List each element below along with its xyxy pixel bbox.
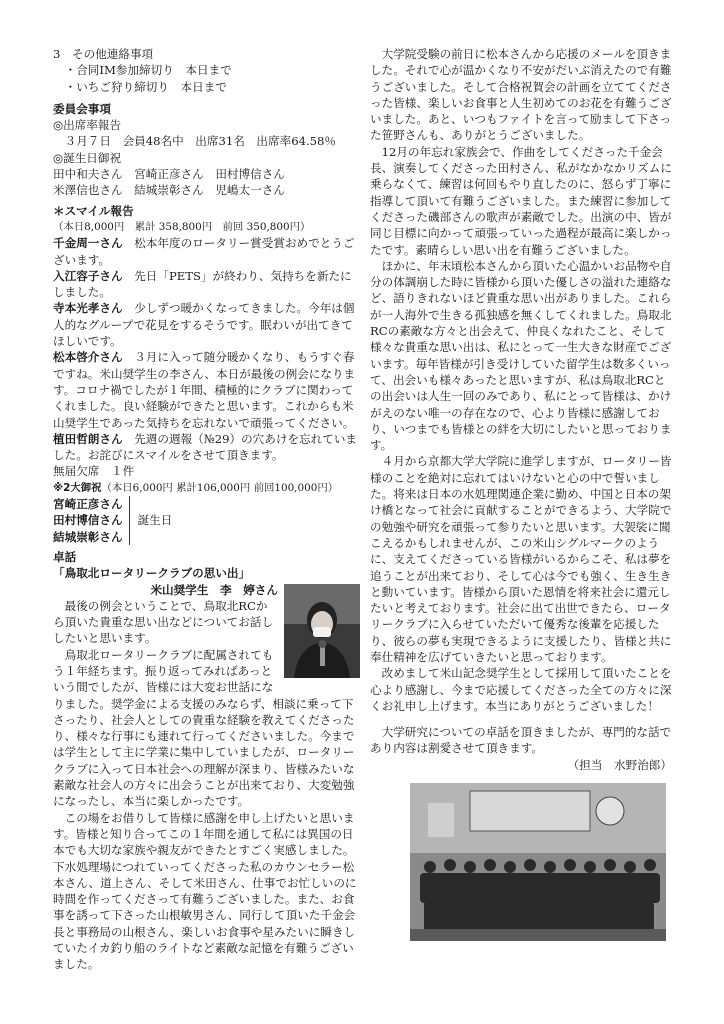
birthday-line: 米澤信也さん 結城崇彰さん 児嶋太一さん [53,183,285,198]
talk-note: 大学研究についての卓話を頂きましたが、専門的な話であり内容は割愛させて頂きます。 [370,725,672,756]
talk-paragraph: ほかに、年末頃松本さんから頂いた心温かいお品物や自分の体調崩した時に皆様から頂いた優しさの溢れた連絡など、語りきれないほど貴重な思い出がありました。これらが一人海外で生きる孤独感を無くしてくれました。鳥取北RCの素敵な方々と出会えて、仲良くなれたこと、そして様々な貴重な思い出は、私にとって一生大きな財産でございます。毎年皆様が引き受けしていた留学生は数多くいって、出会いも様々あったと思いますが、私は鳥取北RCとの出会いは人生一回のみであり、私にとって皆様は、かけがえのない唯一の存在なので、心より皆様に感謝しており、いつまでも皆様との絆を大切にしたいと思っております。 [370,258,672,453]
celebration-type: 誕生日 [137,513,173,528]
right-column [370,46,672,941]
double-celebration-names [53,496,360,545]
smile-entry-text: 松本年度のロータリー賞受賞おめでとうございます。 [53,236,355,267]
smile-entry [53,349,360,430]
talk-paragraph: 鳥取北ロータリークラブに配属されてもう１年経ちます。振り返ってみればあっという間でしたが、皆様には大変お世話になりました。奨学金による支援のみならず、相談に乗って下さったり、社会人としての貴重な経験を教えてくださったり、様々な行事にも連れて行ってくださいました。今までは学生として主に学業に集中していましたが、ロータリークラブに入って日本社会への理解が深まり、皆様みたいな素敵な社会人の方々に出会うことが出来ており、大変勉強になったし、本当に楽しかったです。 [53,647,355,809]
smile-entry-name: 松本啓介さん [53,350,123,365]
speaker-photo-image [284,584,360,678]
celebrant-name: 宮崎正彦さん [53,497,123,512]
talk-paragraph: 最後の例会ということで、鳥取北RCから頂いた貴重な思い出などについてお話ししたいと思います。 [53,598,274,646]
celebrant-name: 田村博信さん [53,513,123,528]
talk-title: 「鳥取北ロータリークラブの思い出」 [53,566,251,581]
smile-entry [53,268,360,301]
birthday-heading: ◎誕生日御祝 [53,150,122,165]
smile-entry [53,300,360,349]
absent-count: 無届欠席 １件 [53,464,135,479]
smile-entry-name: 入江容子さん [53,268,123,283]
speaker-photo [284,584,360,678]
smile-entry-name: 植田哲朗さん [53,431,123,446]
group-photo [410,783,666,941]
smile-entry-name: 千金周一さん [53,236,123,251]
smile-entry-name: 寺本光孝さん [53,301,123,316]
left-column [53,46,360,973]
attendance-text: ３月７日 会員48名中 出席31名 出席率64.58％ [64,134,336,149]
agenda-item: ・いちご狩り締切り 本日まで [64,79,227,94]
smile-entry-text: 先日「PETS」が終わり、気持ちを新たにしました。 [53,268,352,300]
birthday-line: 田中和夫さん 宮崎正彦さん 田村博信さん [53,167,285,182]
celebrant-name: 結城崇彰さん [53,529,123,544]
talk-paragraph: 12月の年忘れ家族会で、作曲をしてくださった千金会長、演奏してくださった田村さん、私がなかなかリズムに乗らなくて、練習は何回もやり直したのに、怒らず丁寧に指導して頂いて有難うございました。また練習に参加してくださった磯部さんの歌声が素敵でした。出演の中、皆が同じ目標に向かって頑張っていった過程が最高に楽しかったです。素晴らしい思い出を有難うございました。 [370,144,672,257]
smile-section [53,203,360,545]
talk-speaker: 米山奨学生 李 婷さん [150,582,278,597]
talk-paragraph: この場をお借りして皆様に感謝を申し上げたいと思います。皆様と知り合ってこの１年間を通して私には異国の日本でも大切な家族や親友ができたとすごく実感しました。下水処理場につれていってくださった私のカウンセラー松本さん、道上さん、そして米田さん、仕事でお忙しいのに時間を作ってくださって有難うございました。また、お食事を誘って下さった山根敏男さん、同行して頂いた千金会長と事務局の山根さん、楽しいお食事や星みたいに瞬きしていたイカ釣り船のライトなど素敵な記憶を有難うございました。 [53,810,357,972]
double-totals: （本日6,000円 累計106,000円 前回100,000円） [101,481,339,494]
talk-heading: 卓話 [53,549,77,564]
committee-section [53,101,360,199]
smile-entry [53,431,360,464]
attendance-heading: ◎出席率報告 [53,118,122,133]
double-celebration [53,480,360,496]
double-heading: ※2大御祝 [53,481,102,494]
smile-entry-text: 少しずつ暖かくなってきました。今年は個人的なグループで花見をするそうです。眠わいが出てきてほしいです。 [53,301,355,349]
talk-paragraph: ４月から京都大学大学院に進学しますが、ロータリー皆様のことを絶対に忘れてはいけないと心の中で誓いました。将来は日本の水処理関連企業に勤め、中国と日本の架け橋となって社会に貢献することができるよう、大学院での勉強や研究を頑張って参りたいと思います。大袈裟に聞こえるかもしれませんが、この米山シグルマークのように、支えてくださっている皆様がいるからこそ、私は夢を追うことが出来ており、そして心は今でも強く、生き生きと動いています。皆様から頂いた恩情を将来社会に還元したいと考えております。社会に出て出世できたら、ロータリークラブに入らせていただいて優秀な後輩を応援したり、彼らの夢も実現できるように支援したり、皆様と共に奉仕精神を広げていきたいと思っております。 [370,454,672,664]
smile-entry-text: ３月に入って随分暖かくなり、もうすぐ春ですね。米山奨学生の李さん、本日が最後の例会になります。コロナ禍でしたが１年間、積極的にクラブに関わってくれました。良い経験ができたと思います。これからも米山奨学生であった気持ちを忘れないで頑張ってください。 [53,350,356,430]
talk-paragraph: 大学院受験の前日に松本さんから応援のメールを頂きました。それで心が温かくなり不安がだいぶ消えたので有難うございました。そして合格祝賀会の計画を立ててくださった皆様、楽しいお食事と人生初めてのお花を有難うございました。あと、いつもファイトを言って励まして下さった笹野さんも、ありがとうございました。 [370,47,672,143]
agenda-item: ・合同IM参加締切り 本日まで [64,63,232,78]
committee-heading: 委員会事項 [53,101,111,116]
smile-heading: ＊スマイル報告 [53,203,134,218]
smile-totals: （本日8,000円 累計 358,800円 前回 350,800円） [53,220,311,233]
group-photo-image [410,783,666,941]
talk-section [53,549,360,973]
agenda-heading: 3 その他連絡事項 [53,47,154,61]
talk-paragraph: 改めまして米山記念奨学生として採用して頂いたことを心より感謝し、今まで応援してくださった全ての方々に深くお礼申し上げます。本当にありがとうございました！ [370,666,672,713]
smile-entry [53,235,360,268]
agenda-section [53,46,360,95]
smile-entry-text: 先週の週報（№29）の穴あけを忘れていました。お詫びにスマイルをさせて頂きます。 [53,431,358,463]
reporter: （担当 水野治郎） [567,757,672,772]
